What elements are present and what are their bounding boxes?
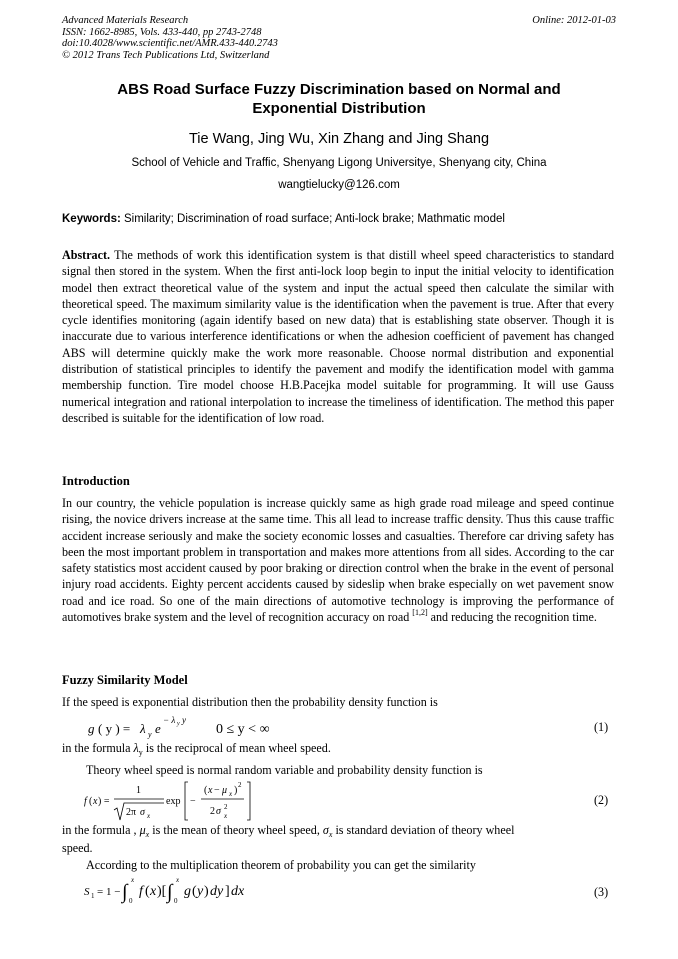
svg-text:): ): [234, 785, 238, 796]
copyright-line: © 2012 Trans Tech Publications Ltd, Switzerland: [62, 49, 270, 61]
svg-text:−: −: [190, 796, 196, 807]
svg-text:−: −: [214, 785, 220, 796]
equation-1-graphic: [88, 711, 388, 743]
svg-text:= 1 −: = 1 −: [97, 886, 121, 898]
svg-text:y: y: [177, 721, 180, 727]
svg-text:0: 0: [174, 897, 178, 905]
svg-text:2: 2: [224, 803, 228, 811]
introduction-paragraph: [62, 495, 614, 625]
equation-2-graphic: [84, 780, 264, 824]
svg-text:1: 1: [91, 892, 95, 900]
svg-text:σ: σ: [216, 806, 221, 817]
svg-text:exp: exp: [166, 796, 181, 807]
svg-text:x: x: [131, 876, 135, 884]
svg-text:x: x: [229, 790, 233, 798]
svg-text:x: x: [208, 785, 213, 796]
svg-text:f: f: [84, 796, 87, 807]
affiliation: School of Vehicle and Traffic, Shenyang Ligong Universitye, Shenyang city, China: [131, 157, 547, 169]
mu-mid: is the mean of theory wheel speed,: [152, 823, 320, 837]
svg-text:y: y: [182, 715, 186, 725]
svg-text:∫: ∫: [167, 881, 173, 903]
normal-distribution-line: Theory wheel speed is normal random variable and probability density function is: [86, 763, 483, 777]
svg-text:2π: 2π: [126, 807, 137, 818]
svg-text:e: e: [155, 721, 161, 736]
svg-text:)[: )[: [157, 884, 167, 899]
title-line-1: ABS Road Surface Fuzzy Discrimination based on Normal and: [117, 81, 561, 98]
svg-text:2: 2: [238, 781, 242, 789]
mu-tail: speed.: [62, 841, 93, 855]
svg-text:y: y: [148, 730, 152, 739]
svg-text:(: (: [192, 884, 197, 899]
svg-text:x: x: [150, 884, 157, 899]
svg-text:∫: ∫: [122, 881, 128, 903]
abstract-label: Abstract.: [62, 248, 111, 262]
svg-text:]: ]: [225, 884, 230, 899]
keywords: [62, 213, 616, 225]
intro-tail: and reducing the recognition time.: [427, 610, 597, 625]
svg-text:g: g: [184, 884, 191, 899]
equation-1-range: 0 ≤ y < ∞: [216, 722, 270, 737]
svg-text:(: (: [89, 796, 93, 807]
doi-line: doi:10.4028/www.scientific.net/AMR.433-440.2743: [62, 38, 278, 49]
lambda-pre: in the formula: [62, 741, 131, 755]
svg-text:) =: ) =: [98, 796, 110, 807]
svg-text:( y ) =: ( y ) =: [98, 721, 131, 736]
svg-text:): ): [204, 884, 209, 899]
author-list: Tie Wang, Jing Wu, Xin Zhang and Jing Shang: [188, 131, 490, 147]
keywords-text: Similarity; Discrimination of road surface; Anti-lock brake; Mathmatic model: [124, 213, 505, 225]
svg-text:(: (: [204, 785, 208, 796]
svg-text:f: f: [139, 884, 143, 899]
equation-2: [84, 780, 264, 829]
svg-text:S: S: [84, 886, 90, 898]
svg-text:σ: σ: [140, 807, 145, 818]
journal-header: [62, 15, 616, 61]
citation: [1,2]: [412, 608, 428, 618]
multiplication-theorem-line: According to the multiplication theorem of probability you can get the similarity: [86, 858, 476, 872]
title-line-2: Exponential Distribution: [252, 100, 426, 117]
svg-text:x: x: [147, 812, 151, 820]
svg-text:1: 1: [136, 785, 141, 796]
mu-pre: in the formula ,: [62, 823, 137, 837]
keywords-label: Keywords:: [62, 213, 121, 225]
svg-text:2: 2: [210, 806, 215, 817]
svg-text:y: y: [197, 884, 204, 899]
svg-text:μ: μ: [222, 785, 228, 796]
equation-1-number: (1): [594, 720, 609, 734]
equation-3-graphic: [84, 872, 304, 906]
equation-3: [84, 872, 304, 911]
svg-text:x: x: [224, 812, 228, 820]
abstract-text: The methods of work this identification system is that distill wheel speed characteristics to standard signal then stored in the system. When the first anti-lock loop begin to input the initial velocity to identification model then extract theoretical value of the system and input the actual speed then calculate the similar with theoretical speed. The maximum similarity value is the identification when the pavement is true. After that every cycle identifies monitoring (again identify based on new data) that is establishing state observer. Though it is inaccurate due to various interference identifications or when the adhesion coefficient of pavement has changed ABS will determine quickly make the work more reasonable. Choose normal distribution and exponential distribution of statistical principles to identify the pavement and modify the identification model with gamma membership function. Tire model choose H.B.Pacejka model suitable for programming. It will use Gauss numerical integration and rational interpolation to increase the timeliness of identification. The method this paper described is suitable for the identification of low road.: [62, 248, 614, 425]
author-email: wangtielucky@126.com: [278, 179, 400, 191]
abstract: [62, 247, 614, 426]
issn-line: ISSN: 1662-8985, Vols. 433-440, pp 2743-2748: [62, 26, 262, 38]
journal-name: Advanced Materials Research: [62, 15, 189, 26]
svg-text:− λ: − λ: [163, 715, 176, 725]
svg-text:dx: dx: [231, 884, 245, 899]
section-heading-fuzzy-similarity: Fuzzy Similarity Model: [62, 673, 188, 687]
svg-text:λ: λ: [140, 721, 146, 736]
svg-text:dy: dy: [210, 884, 224, 899]
mu-sigma-explanation: in the formula , $\mu_x$ is the mean of theory wheel speed, $\sigma_x$ is standard deviation of theory wheel: [62, 823, 515, 839]
exp-distribution-line: If the speed is exponential distribution then the probability density function is: [62, 695, 438, 709]
equation-3-number: (3): [594, 885, 609, 899]
intro-text: In our country, the vehicle population is increase quickly same as high grade road mileage and speed continue rising, the novice drivers increase at the same time. This all lead to increase traffic density. Thus this cause traffic accident increase seriously and make the society economic losses and casualties. Therefore car driving safety has been the most important problem in transportation and makes more attentions from all sides. According to the car safety statistics most accident caused by poor braking or direction control when the brake in the event of personal injury road accidents. Eighty percent accidents caused by sideslip when brake especially on wet pavement snow road and ice road. So one of the main directions of automotive technology is improving the performance of automotives brake system and the level of recognition accuracy on road: [62, 496, 614, 625]
mu-post: is standard deviation of theory wheel: [335, 823, 515, 837]
svg-text:g: g: [88, 721, 95, 736]
online-date: Online: 2012-01-03: [532, 15, 616, 26]
svg-text:x: x: [93, 796, 98, 807]
svg-text:(: (: [145, 884, 150, 899]
paper-title: [62, 80, 616, 118]
equation-2-number: (2): [594, 793, 609, 807]
svg-text:0: 0: [129, 897, 133, 905]
section-heading-introduction: Introduction: [62, 474, 130, 488]
lambda-explanation: in the formula $\lambda_y$ is the reciprocal of mean wheel speed.: [62, 741, 331, 757]
svg-text:x: x: [176, 876, 180, 884]
lambda-post: is the reciprocal of mean wheel speed.: [145, 741, 331, 755]
